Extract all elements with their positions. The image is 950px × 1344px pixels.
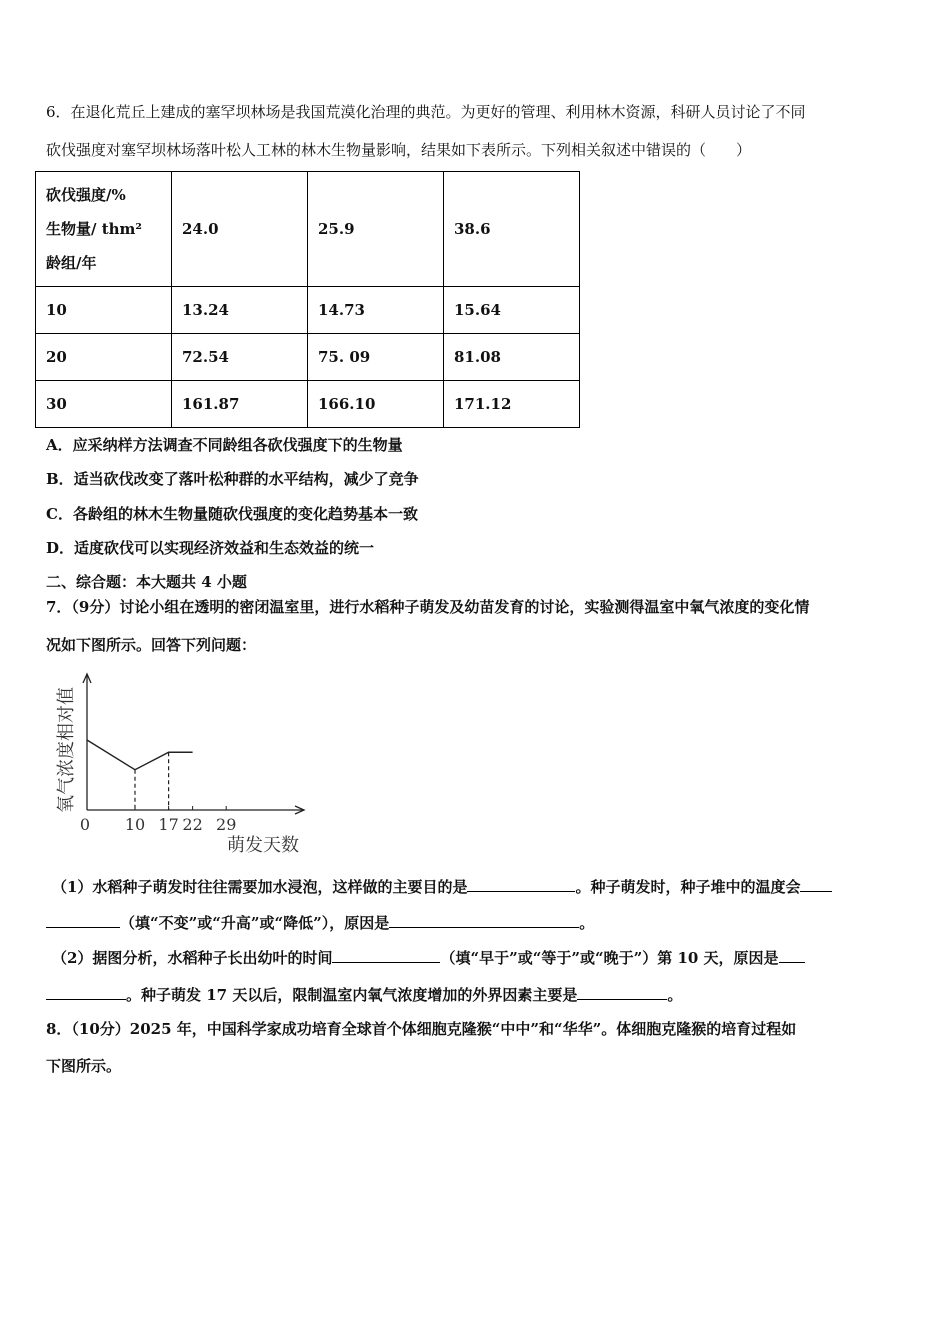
chart-x-tick-label: 10	[124, 815, 146, 834]
q8-stem-line2: 下图所示。	[46, 1057, 122, 1075]
q6-stem-line1: 6．在退化荒丘上建成的塞罕坝林场是我国荒漠化治理的典范。为更好的管理、利用林木资源，科研人员讨论了不同	[46, 103, 806, 121]
q6-option-c: C．各龄组的林木生物量随砍伐强度的变化趋势基本一致	[46, 505, 418, 523]
q6-option-a: A．应采纳样方法调查不同龄组各砍伐强度下的生物量	[46, 436, 403, 454]
q6-option-b: B．适当砍伐改变了落叶松种群的水平结构，减少了竞争	[46, 470, 419, 488]
table-cell: 161.87	[172, 381, 308, 428]
table-cell: 10	[36, 287, 172, 334]
header-line-biomass: 生物量/ thm²	[46, 220, 142, 238]
answer-blank[interactable]	[779, 947, 805, 963]
q7-part2-text-d: 。	[667, 986, 683, 1004]
q7-part1-text-a: （1）水稻种子萌发时往往需要加水浸泡，这样做的主要目的是	[52, 878, 468, 896]
table-header-cell: 24.0	[172, 172, 308, 287]
q7-stem-line2: 况如下图所示。回答下列问题：	[46, 636, 257, 654]
table-row	[36, 287, 580, 334]
table-header-cell: 25.9	[308, 172, 444, 287]
chart-x-tick-label: 0	[79, 815, 91, 834]
chart-series-oxygen	[87, 740, 193, 770]
q8-stem-line1: 8．（10分）2025 年，中国科学家成功培育全球首个体细胞克隆猴“中中”和“华华”。体细胞克隆猴的培育过程如	[46, 1020, 797, 1038]
q6-option-d: D．适度砍伐可以实现经济效益和生态效益的统一	[46, 539, 375, 557]
table-cell: 30	[36, 381, 172, 428]
q7-part1-text-b: 。种子萌发时，种子堆中的温度会	[575, 878, 801, 896]
table-row	[36, 334, 580, 381]
q7-part2-line2	[46, 984, 682, 1005]
table-header-label	[36, 172, 172, 287]
table-header-cell: 38.6	[444, 172, 580, 287]
answer-blank[interactable]	[467, 876, 575, 892]
chart-x-tick-label: 17	[158, 815, 179, 834]
chart-x-tick-label: 22	[182, 815, 203, 834]
q7-part2-text-b: （填“早于”或“等于”或“晚于”）第 10 天，原因是	[440, 949, 779, 967]
q7-part1-line2	[46, 912, 594, 933]
answer-blank[interactable]	[577, 984, 667, 1000]
q7-part1-text-c: （填“不变”或“升高”或“降低”），原因是	[120, 914, 390, 932]
table-header-row	[36, 172, 580, 287]
chart-x-axis-label: 萌发天数	[227, 835, 299, 856]
answer-blank[interactable]	[389, 912, 579, 928]
table-row	[36, 381, 580, 428]
q6-stem-line2: 砍伐强度对塞罕坝林场落叶松人工林的林木生物量影响，结果如下表所示。下列相关叙述中错误的（ ）	[46, 141, 752, 159]
q7-part1-line1	[52, 876, 832, 897]
oxygen-chart	[50, 660, 320, 860]
table-cell: 15.64	[444, 287, 580, 334]
q7-part2-line1	[52, 947, 805, 968]
header-line-age: 龄组/年	[46, 254, 97, 272]
q7-stem-line1: 7．（9分）讨论小组在透明的密闭温室里，进行水稻种子萌发及幼苗发育的讨论，实验测得温室中氧气浓度的变化情	[46, 598, 810, 616]
table-cell: 13.24	[172, 287, 308, 334]
q7-part1-text-d: 。	[579, 914, 595, 932]
table-cell: 14.73	[308, 287, 444, 334]
chart-y-axis-label: 氧气浓度相对值	[56, 687, 77, 813]
table-cell: 75. 09	[308, 334, 444, 381]
q7-part2-text-c: 。种子萌发 17 天以后，限制温室内氧气浓度增加的外界因素主要是	[126, 986, 578, 1004]
biomass-table	[35, 171, 580, 428]
table-cell: 72.54	[172, 334, 308, 381]
answer-blank[interactable]	[46, 984, 126, 1000]
answer-blank[interactable]	[46, 912, 120, 928]
table-cell: 81.08	[444, 334, 580, 381]
section-heading: 二、综合题：本大题共 4 小题	[46, 573, 247, 591]
table-cell: 166.10	[308, 381, 444, 428]
chart-x-tick-label: 29	[216, 815, 237, 834]
q7-part2-text-a: （2）据图分析，水稻种子长出幼叶的时间	[52, 949, 333, 967]
table-cell: 20	[36, 334, 172, 381]
answer-blank[interactable]	[332, 947, 440, 963]
answer-blank[interactable]	[800, 876, 832, 892]
header-line-intensity: 砍伐强度/%	[46, 186, 126, 204]
table-cell: 171.12	[444, 381, 580, 428]
